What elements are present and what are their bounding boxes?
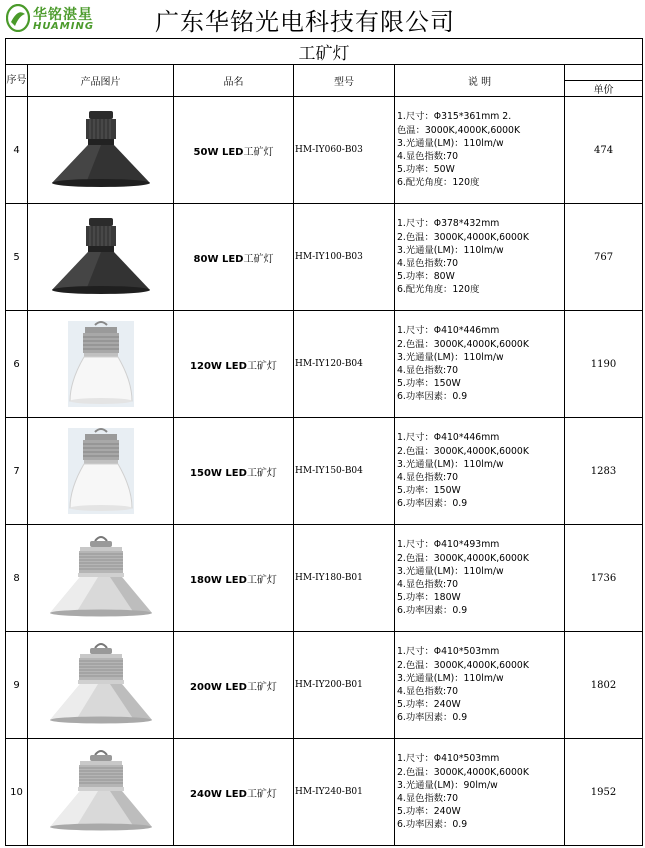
desc-line: 3.光通量(LM)：110lm/w	[397, 458, 504, 470]
row-seq-cell: 5	[6, 204, 28, 311]
table-row	[6, 739, 643, 846]
row-image-cell	[28, 418, 174, 525]
silver-highbay-lamp-icon	[46, 747, 156, 837]
desc-line: 3.光通量(LM)：110lm/w	[397, 672, 504, 684]
table-row	[6, 525, 643, 632]
desc-line: 4.显色指数:70	[397, 258, 459, 269]
table-row	[6, 418, 643, 525]
row-price-cell: 474	[565, 97, 643, 204]
desc-line: 4.显色指数:70	[397, 686, 459, 697]
row-seq-cell: 8	[6, 525, 28, 632]
white-highbay-lamp-icon	[46, 426, 156, 516]
desc-line: 2.色温：3000K,4000K,6000K	[397, 445, 529, 457]
row-name-cell	[174, 97, 294, 204]
dark-highbay-lamp-icon	[46, 212, 156, 302]
logo-mark-icon	[6, 4, 30, 32]
product-name-bold: 240W LED	[190, 788, 247, 800]
row-desc-cell	[395, 739, 565, 846]
column-header-seq: 序号	[6, 65, 28, 97]
row-price-cell: 1283	[565, 418, 643, 525]
column-header-model: 型号	[294, 65, 395, 97]
row-image-cell	[28, 97, 174, 204]
desc-line: 4.显色指数:70	[397, 579, 459, 590]
row-price-cell: 1802	[565, 632, 643, 739]
silver-highbay-lamp-icon	[46, 533, 156, 623]
row-seq-cell: 9	[6, 632, 28, 739]
desc-line: 3.光通量(LM)：110lm/w	[397, 137, 504, 149]
white-highbay-lamp-icon	[46, 319, 156, 409]
desc-line: 6.功率因素：0.9	[397, 819, 468, 831]
product-name-cn: 工矿灯	[246, 360, 277, 372]
row-price-cell: 767	[565, 204, 643, 311]
product-name-cn: 工矿灯	[243, 146, 274, 158]
row-desc-cell	[395, 311, 565, 418]
desc-line: 2.色温：3000K,4000K,6000K	[397, 659, 529, 671]
row-seq-cell: 7	[6, 418, 28, 525]
product-name-cn: 工矿灯	[246, 467, 277, 479]
desc-line: 5.功率：240W	[397, 699, 461, 711]
column-header-image: 产品图片	[28, 65, 174, 97]
desc-line: 4.显色指数:70	[397, 365, 459, 376]
desc-line: 3.光通量(LM)：110lm/w	[397, 565, 504, 577]
column-header-price: 单价	[565, 81, 643, 97]
row-model-cell: HM-IY180-B01	[294, 525, 395, 632]
row-desc-cell	[395, 632, 565, 739]
row-price-cell: 1736	[565, 525, 643, 632]
product-name-bold: 200W LED	[190, 681, 247, 693]
desc-line: 2.色温：3000K,4000K,6000K	[397, 231, 529, 243]
row-name-cell	[174, 418, 294, 525]
row-model-cell: HM-IY060-B03	[294, 97, 395, 204]
company-logo	[6, 4, 100, 34]
row-model-cell: HM-IY150-B04	[294, 418, 395, 525]
price-table	[5, 38, 643, 846]
table-row	[6, 204, 643, 311]
row-name-cell	[174, 204, 294, 311]
desc-line: 4.显色指数:70	[397, 472, 459, 483]
row-desc-cell	[395, 97, 565, 204]
product-name-bold: 120W LED	[190, 360, 247, 372]
row-price-cell: 1190	[565, 311, 643, 418]
row-seq-cell: 6	[6, 311, 28, 418]
product-name-bold: 50W LED	[193, 146, 244, 158]
row-model-cell: HM-IY240-B01	[294, 739, 395, 846]
row-model-cell: HM-IY120-B04	[294, 311, 395, 418]
row-name-cell	[174, 739, 294, 846]
product-name-cn: 工矿灯	[246, 574, 277, 586]
product-name-cn: 工矿灯	[243, 253, 274, 265]
row-seq-cell: 10	[6, 739, 28, 846]
desc-line: 1.尺寸：Φ410*446mm	[397, 325, 500, 337]
column-header-desc: 说 明	[395, 65, 565, 97]
logo-chinese-text: 华铭湛星	[33, 7, 93, 23]
row-image-cell	[28, 525, 174, 632]
desc-line: 5.功率：50W	[397, 164, 455, 176]
product-name-bold: 80W LED	[193, 253, 244, 265]
row-desc-cell	[395, 204, 565, 311]
page-header	[0, 0, 645, 38]
row-model-cell: HM-IY100-B03	[294, 204, 395, 311]
row-desc-cell	[395, 418, 565, 525]
desc-line: 1.尺寸：Φ410*446mm	[397, 432, 500, 444]
table-title: 工矿灯	[6, 39, 643, 65]
product-name-cn: 工矿灯	[246, 788, 277, 800]
desc-line: 5.功率：150W	[397, 378, 461, 390]
desc-line: 1.尺寸：Φ410*503mm	[397, 646, 500, 658]
desc-line: 3.光通量(LM)：110lm/w	[397, 351, 504, 363]
desc-line: 6.功率因素：0.9	[397, 712, 468, 724]
row-image-cell	[28, 204, 174, 311]
desc-line: 色温：3000K,4000K,6000K	[397, 124, 521, 136]
desc-line: 6.功率因素：0.9	[397, 605, 468, 617]
row-seq-cell: 4	[6, 97, 28, 204]
dark-highbay-lamp-icon	[46, 105, 156, 195]
row-image-cell	[28, 632, 174, 739]
row-price-cell: 1952	[565, 739, 643, 846]
desc-line: 3.光通量(LM)：90lm/w	[397, 779, 498, 791]
desc-line: 5.功率：180W	[397, 592, 461, 604]
logo-english-text: HUAMING	[33, 21, 95, 32]
row-image-cell	[28, 311, 174, 418]
table-row	[6, 311, 643, 418]
desc-line: 1.尺寸：Φ410*503mm	[397, 753, 500, 765]
product-name-bold: 180W LED	[190, 574, 247, 586]
desc-line: 5.功率：240W	[397, 806, 461, 818]
row-name-cell	[174, 311, 294, 418]
desc-line: 6.配光角度：120度	[397, 177, 480, 189]
desc-line: 6.配光角度：120度	[397, 284, 480, 296]
row-name-cell	[174, 525, 294, 632]
column-header-name: 品名	[174, 65, 294, 97]
desc-line: 6.功率因素：0.9	[397, 498, 468, 510]
desc-line: 4.显色指数:70	[397, 151, 459, 162]
desc-line: 1.尺寸：Φ315*361mm 2.	[397, 111, 512, 123]
desc-line: 5.功率：80W	[397, 271, 455, 283]
column-header-price-blank	[565, 65, 643, 81]
desc-line: 1.尺寸：Φ410*493mm	[397, 539, 500, 551]
row-model-cell: HM-IY200-B01	[294, 632, 395, 739]
row-desc-cell	[395, 525, 565, 632]
product-name-bold: 150W LED	[190, 467, 247, 479]
product-name-cn: 工矿灯	[246, 681, 277, 693]
row-image-cell	[28, 739, 174, 846]
desc-line: 2.色温：3000K,4000K,6000K	[397, 338, 529, 350]
desc-line: 3.光通量(LM)：110lm/w	[397, 244, 504, 256]
company-name: 广东华铭光电科技有限公司	[155, 8, 455, 36]
table-row	[6, 632, 643, 739]
desc-line: 6.功率因素：0.9	[397, 391, 468, 403]
desc-line: 5.功率：150W	[397, 485, 461, 497]
table-row	[6, 97, 643, 204]
silver-highbay-lamp-icon	[46, 640, 156, 730]
row-name-cell	[174, 632, 294, 739]
desc-line: 2.色温：3000K,4000K,6000K	[397, 766, 529, 778]
desc-line: 1.尺寸：Φ378*432mm	[397, 218, 500, 230]
desc-line: 4.显色指数:70	[397, 793, 459, 804]
desc-line: 2.色温：3000K,4000K,6000K	[397, 552, 529, 564]
